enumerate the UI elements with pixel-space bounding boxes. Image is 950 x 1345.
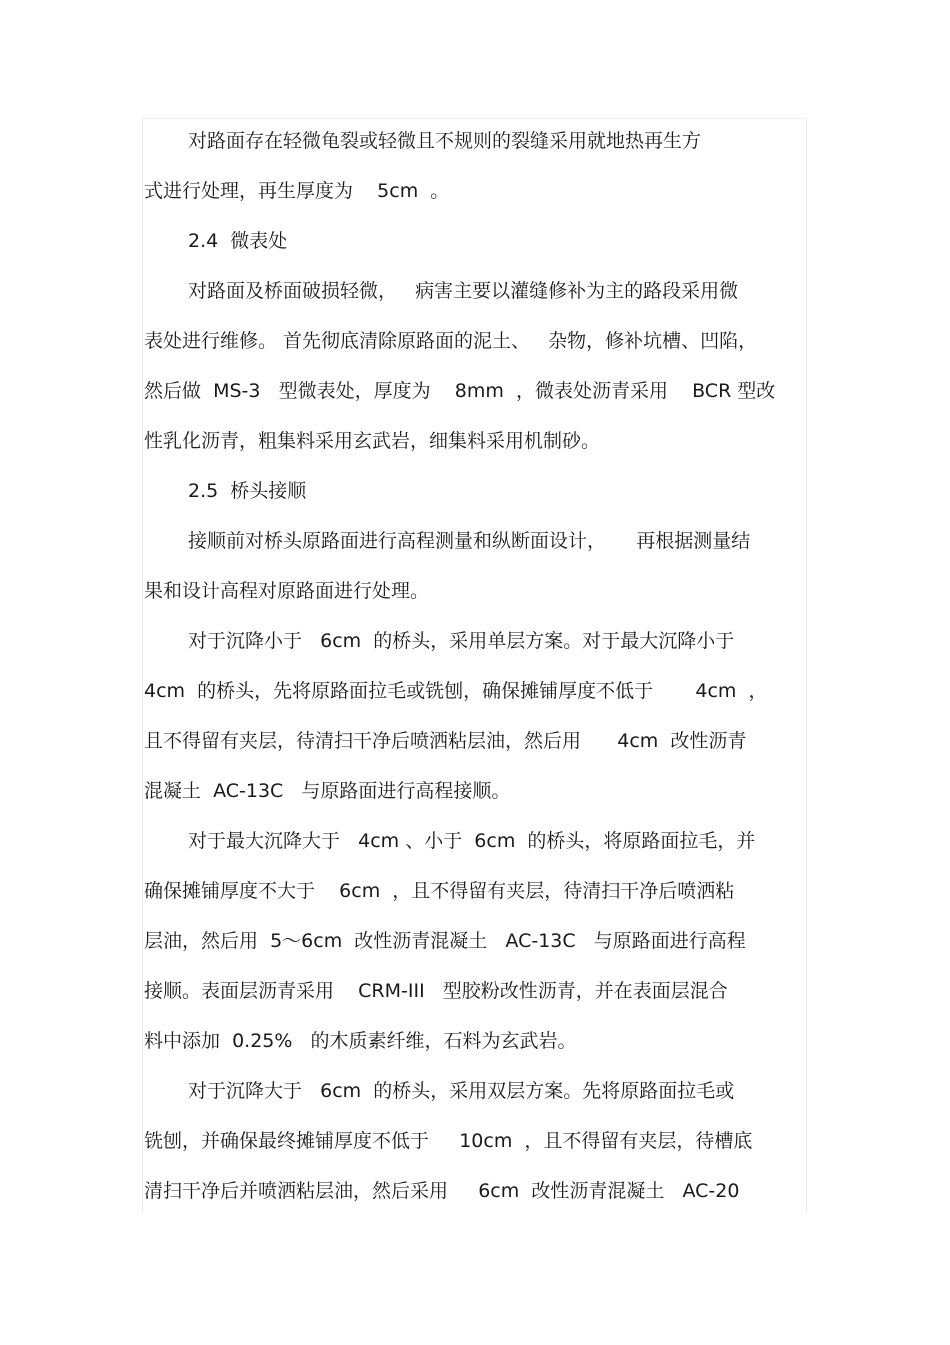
text-line: 层油，然后用 5～6cm 改性沥青混凝土 AC-13C 与原路面进行高程 (144, 930, 746, 952)
text-line: 且不得留有夹层，待清扫干净后喷洒粘层油，然后用 4cm 改性沥青 (144, 730, 747, 752)
text-line: 接顺。表面层沥青采用 CRM-III 型胶粉改性沥青，并在表面层混合 (144, 980, 728, 1002)
text-line: 铣刨，并确保最终摊铺厚度不低于 10cm ，且不得留有夹层，待槽底 (144, 1130, 753, 1152)
section-heading: 2.5 桥头接顺 (188, 480, 307, 502)
text-line: 4cm 的桥头，先将原路面拉毛或铣刨，确保摊铺厚度不低于 4cm ， (144, 680, 768, 702)
text-line: 果和设计高程对原路面进行处理。 (144, 580, 430, 602)
text-line: 式进行处理，再生厚度为 5cm 。 (144, 180, 450, 202)
text-line: 表处进行维修。 首先彻底清除原路面的泥土、 杂物，修补坑槽、凹陷， (144, 330, 758, 352)
text-line: 对于沉降小于 6cm 的桥头，采用单层方案。对于最大沉降小于 (188, 630, 735, 652)
text-line: 然后做 MS-3 型微表处，厚度为 8mm ，微表处沥青采用 BCR 型改 (144, 380, 776, 402)
text-line: 性乳化沥青，粗集料采用玄武岩，细集料采用机制砂。 (144, 430, 601, 452)
text-line: 对路面及桥面破损轻微， 病害主要以灌缝修补为主的路段采用微 (188, 280, 739, 302)
section-heading: 2.4 微表处 (188, 230, 288, 252)
text-line: 清扫干净后并喷洒粘层油，然后采用 6cm 改性沥青混凝土 AC-20 (144, 1180, 740, 1202)
text-line: 对路面存在轻微龟裂或轻微且不规则的裂缝采用就地热再生方 (188, 130, 702, 152)
text-line: 对于沉降大于 6cm 的桥头，采用双层方案。先将原路面拉毛或 (188, 1080, 735, 1102)
text-line: 对于最大沉降大于 4cm 、小于 6cm 的桥头，将原路面拉毛，并 (188, 830, 756, 852)
text-line: 确保摊铺厚度不大于 6cm ，且不得留有夹层，待清扫干净后喷洒粘 (144, 880, 735, 902)
text-line: 接顺前对桥头原路面进行高程测量和纵断面设计， 再根据测量结 (188, 530, 751, 552)
text-line: 混凝土 AC-13C 与原路面进行高程接顺。 (144, 780, 511, 802)
text-line: 料中添加 0.25% 的木质素纤维，石料为玄武岩。 (144, 1030, 577, 1052)
